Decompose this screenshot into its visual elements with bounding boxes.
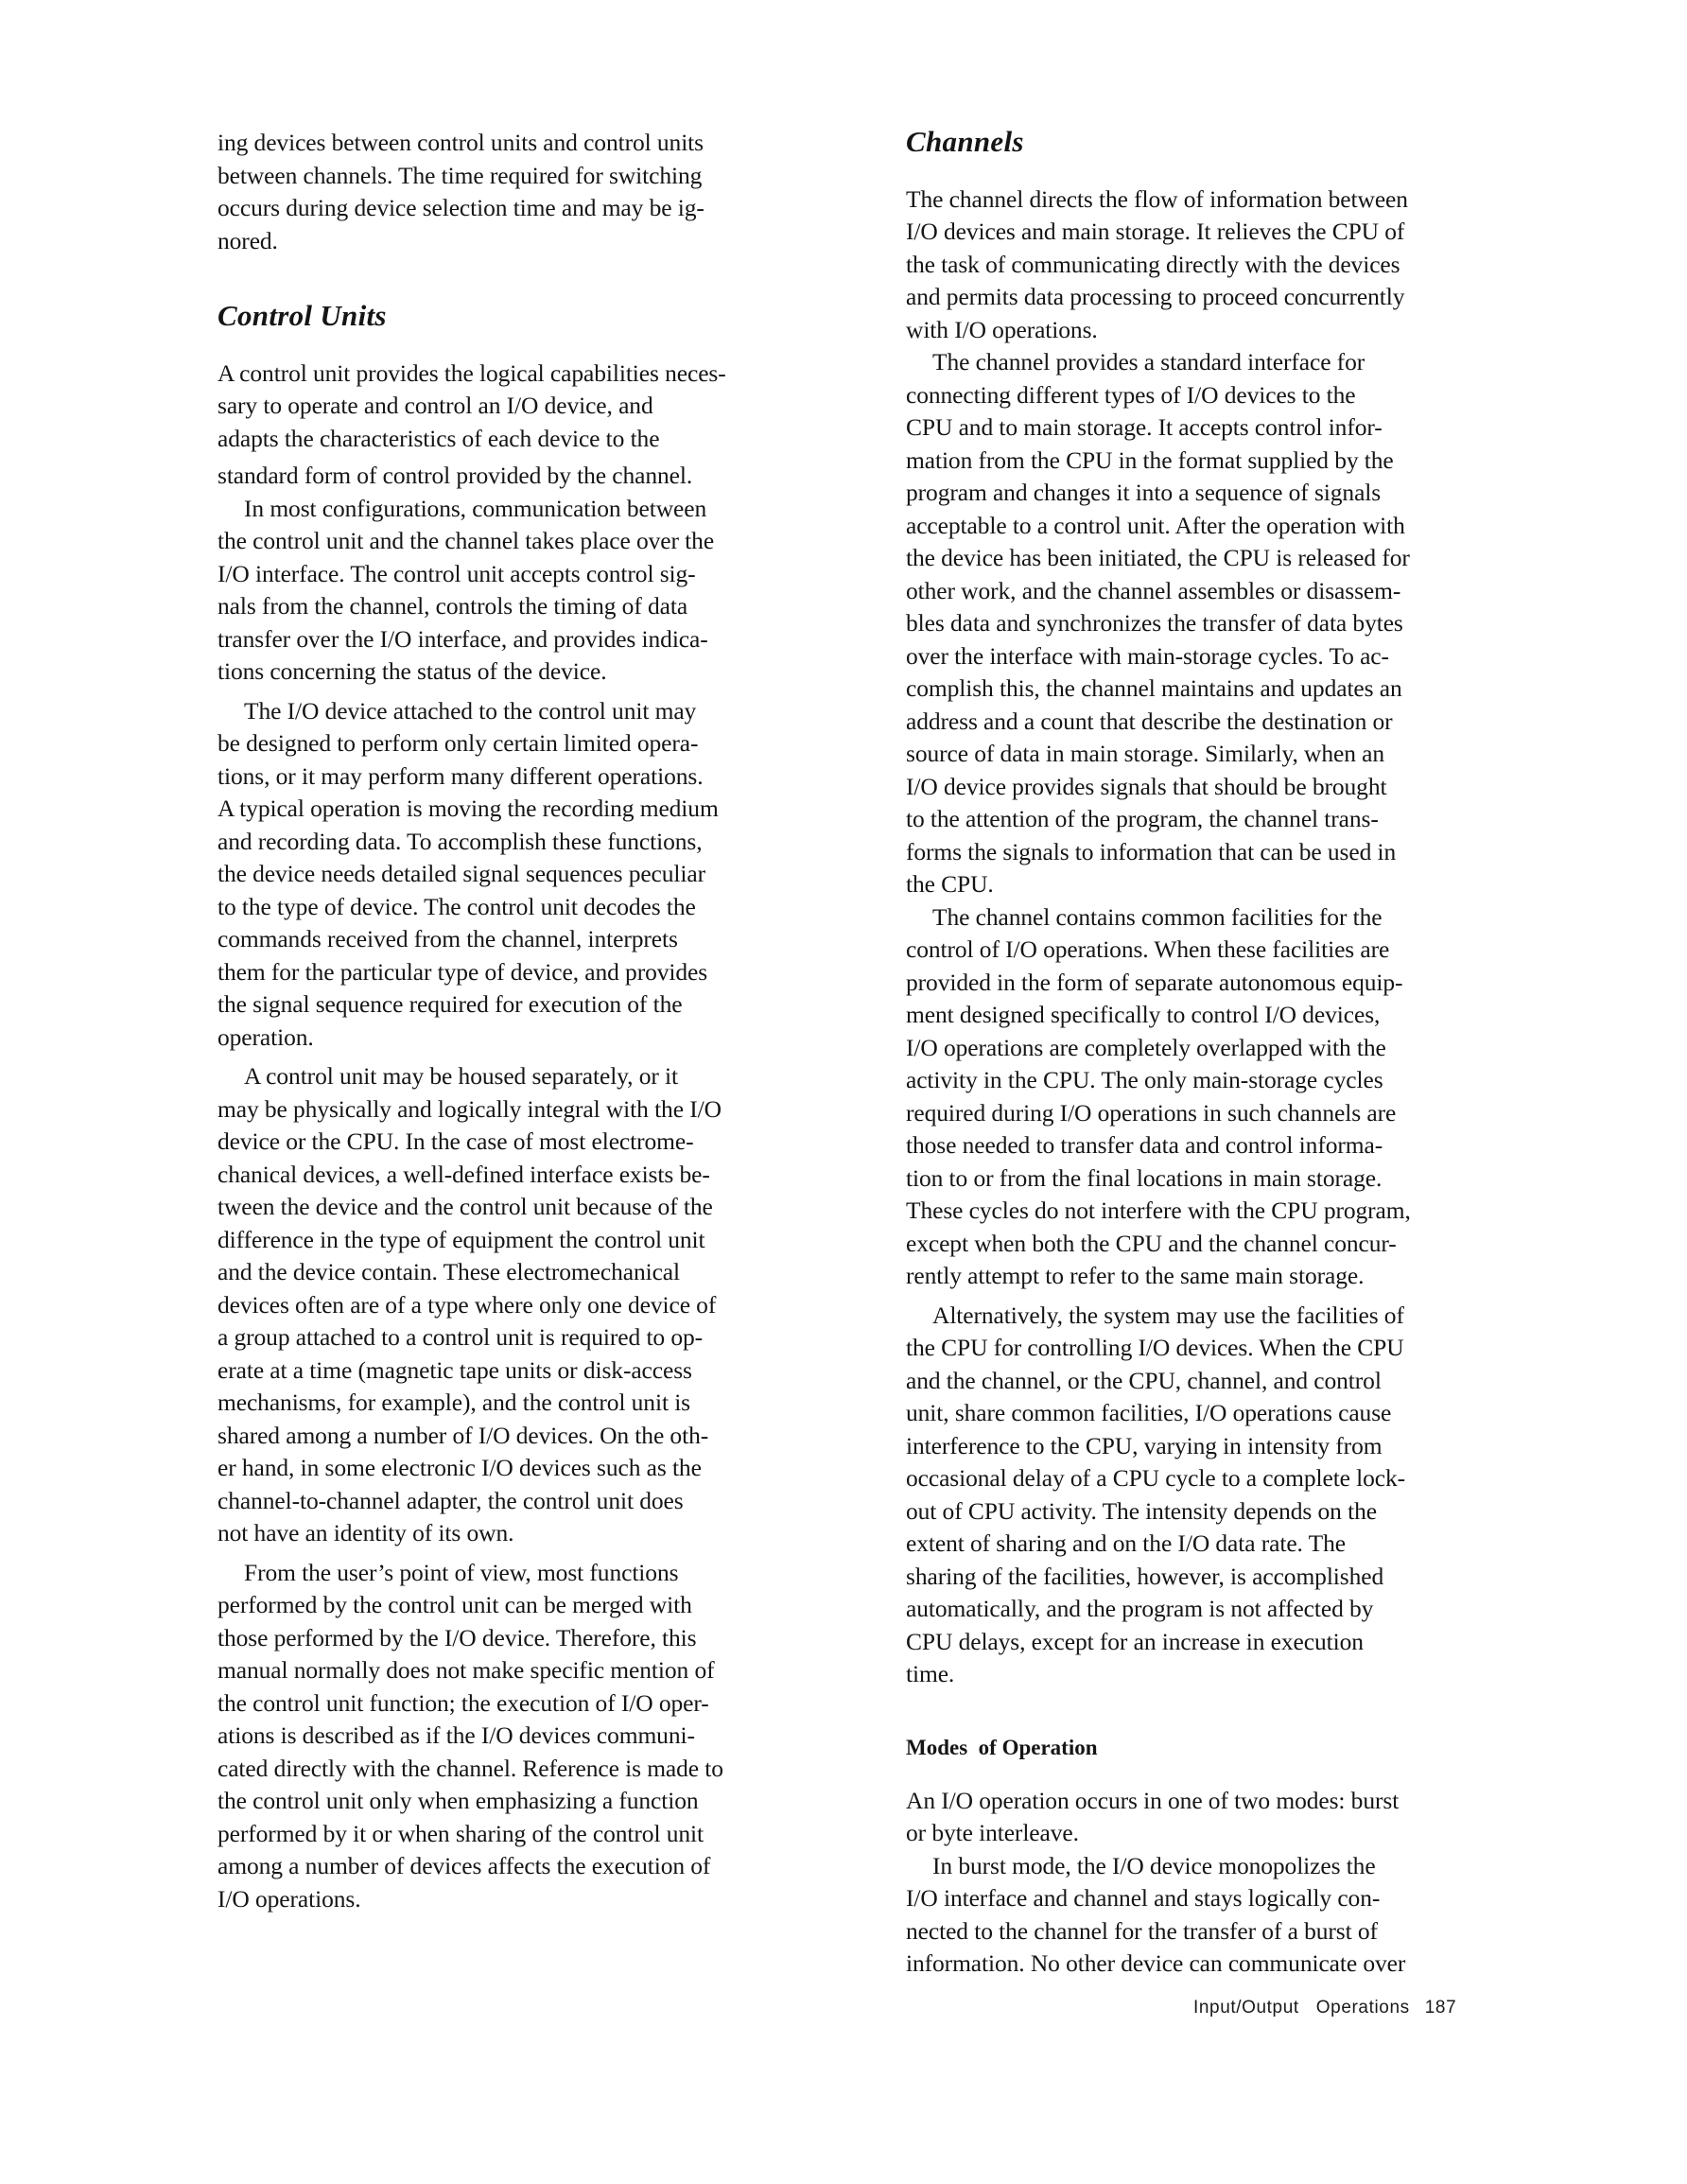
text-line: and permits data processing to proceed concurrently — [906, 283, 1405, 311]
text-line: ment designed specifically to control I/O devices, — [906, 1001, 1381, 1029]
text-line: and the channel, or the CPU, channel, and control — [906, 1366, 1382, 1394]
paragraph — [217, 1557, 851, 1916]
text-line: the device needs detailed signal sequences peculiar — [217, 860, 706, 888]
text-line: The I/O device attached to the control unit may — [244, 696, 697, 725]
page-number: 187 — [1424, 1998, 1457, 2018]
text-line: I/O interface and channel and stays logically con- — [906, 1884, 1381, 1913]
paragraph — [217, 493, 851, 689]
text-line: In burst mode, the I/O device monopolizes the — [932, 1851, 1376, 1879]
footer-section-title-part2: Operations — [1315, 1998, 1410, 2018]
text-line: forms the signals to information that can be used in — [906, 837, 1397, 865]
text-line: A control unit provides the logical capabilities neces- — [217, 358, 726, 387]
text-line: time. — [906, 1660, 955, 1688]
text-line: The channel contains common facilities for the — [932, 902, 1383, 931]
text-line: over the interface with main-storage cycles. To ac- — [906, 641, 1389, 670]
paragraph — [217, 1060, 851, 1550]
text-line: I/O operations are completely overlapped with the — [906, 1033, 1386, 1061]
text-line: the control unit function; the execution of I/O oper- — [217, 1688, 709, 1717]
text-line: the control unit only when emphasizing a function — [217, 1787, 699, 1815]
intro-paragraph — [217, 127, 851, 257]
paragraph — [217, 695, 851, 1055]
text-line: among a number of devices affects the execution of — [217, 1852, 711, 1880]
text-line: I/O operations. — [217, 1884, 361, 1913]
text-line: except when both the CPU and the channel concur- — [906, 1229, 1397, 1257]
text-line: adapts the characteristics of each device to the — [217, 424, 660, 452]
text-line: source of data in main storage. Similarly, when an — [906, 740, 1385, 768]
text-line: required during I/O operations in such channels are — [906, 1098, 1397, 1127]
text-line: erate at a time (magnetic tape units or disk-access — [217, 1355, 692, 1384]
text-line: sharing of the facilities, however, is accomplished — [906, 1562, 1384, 1590]
text-line: address and a count that describe the destination or — [906, 707, 1393, 735]
paragraph — [217, 358, 851, 493]
text-line: information. No other device can communicate over — [906, 1949, 1406, 1978]
text-line: to the attention of the program, the channel trans- — [906, 805, 1379, 833]
text-line: occurs during device selection time and may be ig- — [217, 194, 704, 221]
text-line: ations is described as if the I/O devices communi- — [217, 1721, 695, 1750]
text-line: the CPU. — [906, 870, 994, 899]
text-line: acceptable to a control unit. After the operation with — [906, 511, 1405, 539]
text-line: A control unit may be housed separately, or it — [244, 1062, 679, 1091]
text-line: and recording data. To accomplish these functions, — [217, 827, 703, 855]
text-line: nected to the channel for the transfer of a burst of — [906, 1916, 1378, 1945]
paragraph — [906, 1850, 1530, 1981]
section-heading-control-units: Control Units — [217, 299, 387, 332]
text-line: the task of communicating directly with the devices — [906, 250, 1400, 278]
text-line: I/O interface. The control unit accepts control sig- — [217, 559, 696, 587]
text-line: I/O devices and main storage. It relieves the CPU of — [906, 218, 1405, 246]
text-line: them for the particular type of device, and provides — [217, 957, 708, 986]
paragraph — [906, 1300, 1530, 1691]
text-line: difference in the type of equipment the control unit — [217, 1225, 705, 1253]
text-line: performed by the control unit can be merged with — [217, 1591, 692, 1619]
text-line: other work, and the channel assembles or disassem- — [906, 576, 1401, 604]
text-line: rently attempt to refer to the same main storage. — [906, 1262, 1365, 1290]
text-line: cated directly with the channel. Reference is made to — [217, 1754, 723, 1782]
text-line: transfer over the I/O interface, and provides indica- — [217, 624, 708, 653]
text-line: to the type of device. The control unit decodes the — [217, 892, 696, 920]
text-line: CPU delays, except for an increase in execution — [906, 1627, 1364, 1655]
text-line: activity in the CPU. The only main-storage cycles — [906, 1066, 1383, 1094]
text-line: occasional delay of a CPU cycle to a complete lock- — [906, 1464, 1406, 1493]
text-line: standard form of control provided by the channel. — [217, 462, 693, 490]
text-line: the control unit and the channel takes place over the — [217, 527, 715, 555]
text-line: The channel provides a standard interface for — [932, 348, 1365, 376]
text-line: control of I/O operations. When these facilities are — [906, 935, 1390, 964]
text-line: operation. — [217, 1022, 314, 1051]
text-line: the device has been initiated, the CPU is released for — [906, 544, 1410, 572]
text-line: may be physically and logically integral with the I/O — [217, 1094, 722, 1123]
text-line: a group attached to a control unit is required to op- — [217, 1323, 704, 1352]
text-line: A typical operation is moving the recording medium — [217, 795, 719, 823]
text-line: chanical devices, a well-defined interface exists be- — [217, 1160, 710, 1188]
text-line: interference to the CPU, varying in intensity from — [906, 1431, 1383, 1459]
paragraph — [906, 346, 1530, 901]
text-line: These cycles do not interfere with the CPU program, — [906, 1197, 1411, 1225]
text-line: complish this, the channel maintains and updates an — [906, 674, 1402, 703]
text-line: extent of sharing and on the I/O data rate. The — [906, 1529, 1346, 1558]
text-line: mechanisms, for example), and the control unit is — [217, 1389, 691, 1417]
text-line: CPU and to main storage. It accepts control infor- — [906, 413, 1383, 442]
text-line: performed by it or when sharing of the control unit — [217, 1819, 704, 1847]
left-column — [217, 127, 851, 1915]
text-line: From the user’s point of view, most functions — [244, 1558, 679, 1586]
text-line: tween the device and the control unit because of the — [217, 1193, 713, 1221]
text-line: tions, or it may perform many different operations. — [217, 761, 704, 790]
text-line: tions concerning the status of the device. — [217, 657, 607, 686]
text-line: the signal sequence required for execution of the — [217, 990, 683, 1019]
text-line: An I/O operation occurs in one of two modes: burst — [906, 1786, 1400, 1814]
text-line: sary to operate and control an I/O device, and — [217, 392, 653, 420]
text-line: be designed to perform only certain limited opera- — [217, 729, 699, 758]
text-line: ing devices between control units and control units — [217, 129, 704, 156]
text-line: out of CPU activity. The intensity depends on the — [906, 1496, 1377, 1525]
text-line: and the device contain. These electromechanical — [217, 1258, 681, 1286]
text-line: or byte interleave. — [906, 1819, 1079, 1847]
text-line: mation from the CPU in the format supplied by the — [906, 446, 1394, 474]
text-line: connecting different types of I/O devices to the — [906, 380, 1356, 409]
paragraph — [906, 1785, 1530, 1850]
text-line: channel-to-channel adapter, the control unit does — [217, 1486, 684, 1514]
text-line: Alternatively, the system may use the facilities of — [932, 1301, 1404, 1329]
text-line: provided in the form of separate autonomous equip- — [906, 968, 1403, 996]
text-line: I/O device provides signals that should be brought — [906, 772, 1387, 800]
text-line: device or the CPU. In the case of most electrome- — [217, 1127, 694, 1156]
text-line: devices often are of a type where only one device of — [217, 1290, 717, 1319]
section-heading-modes-of-operation: Modes of Operation — [906, 1735, 1098, 1759]
text-line: tion to or from the final locations in main storage. — [906, 1163, 1383, 1192]
text-line: The channel directs the flow of information between — [906, 184, 1408, 213]
text-line: program and changes it into a sequence of signals — [906, 479, 1382, 507]
text-line: commands received from the channel, interprets — [217, 925, 678, 953]
paragraph — [906, 901, 1530, 1293]
text-line: nored. — [217, 226, 278, 254]
section-heading-channels: Channels — [906, 125, 1024, 158]
page-footer — [1193, 1998, 1456, 2018]
text-line: between channels. The time required for switching — [217, 161, 703, 189]
text-line: In most configurations, communication between — [244, 494, 707, 522]
text-line: with I/O operations. — [906, 315, 1098, 343]
text-line: manual normally does not make specific mention of — [217, 1656, 715, 1685]
text-line: automatically, and the program is not affected by — [906, 1595, 1374, 1623]
text-line: those performed by the I/O device. Therefore, this — [217, 1623, 697, 1651]
text-line: those needed to transfer data and control informa- — [906, 1131, 1383, 1160]
text-line: not have an identity of its own. — [217, 1519, 514, 1547]
text-line: the CPU for controlling I/O devices. When the CPU — [906, 1334, 1404, 1362]
text-line: shared among a number of I/O devices. On the oth- — [217, 1421, 709, 1449]
text-line: nals from the channel, controls the timing of data — [217, 592, 688, 620]
text-line: bles data and synchronizes the transfer of data bytes — [906, 609, 1403, 638]
footer-section-title: Input/Output — [1193, 1998, 1299, 2018]
text-line: er hand, in some electronic I/O devices such as the — [217, 1454, 702, 1482]
text-line: unit, share common facilities, I/O operations cause — [906, 1399, 1392, 1427]
right-column — [906, 125, 1530, 1981]
paragraph — [906, 183, 1530, 347]
